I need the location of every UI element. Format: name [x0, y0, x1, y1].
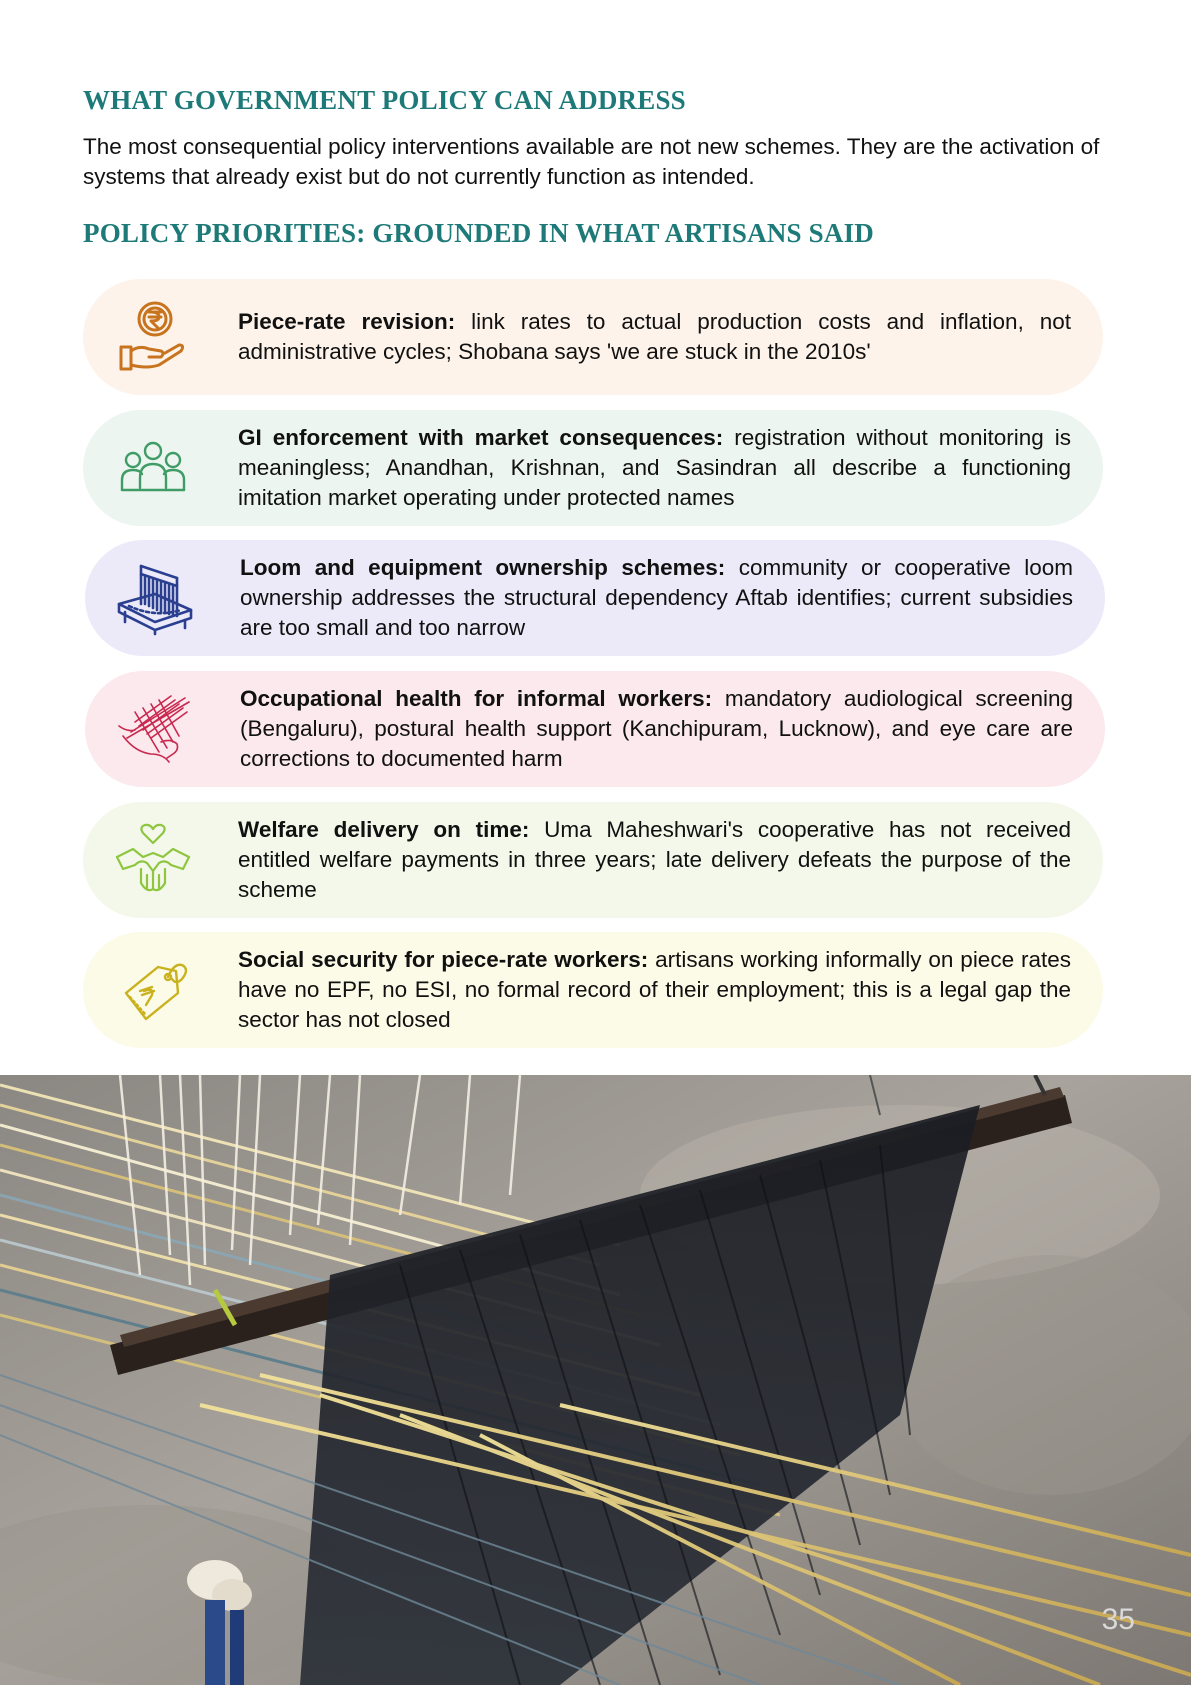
rupee-tag-icon	[113, 950, 193, 1030]
priority-body: mandatory audiological screening (Bengaluru), postural health support (Kanchipuram, Lucknow), and eye care are corrections to documented harm	[240, 686, 1073, 771]
priority-text	[240, 553, 1073, 643]
priority-text	[238, 815, 1071, 905]
people-group-icon	[113, 428, 193, 508]
joined-hands-heart-icon	[113, 820, 193, 900]
priority-card-social-security	[83, 932, 1103, 1048]
section-heading-priorities: POLICY PRIORITIES: GROUNDED IN WHAT ARTISANS SAID	[83, 218, 875, 248]
priority-title: Loom and equipment ownership schemes:	[240, 555, 726, 580]
priority-title: GI enforcement with market consequences:	[238, 425, 724, 450]
weaving-hand-icon	[115, 689, 195, 769]
priority-text	[238, 945, 1071, 1035]
priority-card-welfare-delivery	[83, 802, 1103, 918]
priority-text	[238, 423, 1071, 513]
loom-icon	[115, 558, 195, 638]
priority-card-piece-rate	[83, 279, 1103, 395]
priority-text	[238, 307, 1071, 367]
priority-body: artisans working informally on piece rates have no EPF, no ESI, no formal record of their employment; this is a legal gap the sector has not closed	[238, 947, 1071, 1032]
priority-text	[240, 684, 1073, 774]
priority-title: Welfare delivery on time:	[238, 817, 530, 842]
priority-body: community or cooperative loom ownership addresses the structural dependency Aftab identifies; current subsidies are too small and too narrow	[240, 555, 1073, 640]
priority-body: Uma Maheshwari's cooperative has not received entitled welfare payments in three years; late delivery defeats the purpose of the scheme	[238, 817, 1071, 902]
priority-title: Social security for piece-rate workers:	[238, 947, 649, 972]
page-number: 35	[1101, 1603, 1135, 1636]
priority-card-gi-enforcement	[83, 410, 1103, 526]
priority-title: Piece-rate revision:	[238, 309, 456, 334]
priority-card-loom-ownership	[85, 540, 1105, 656]
loom-photograph	[0, 1075, 1191, 1685]
section-heading-policy: WHAT GOVERNMENT POLICY CAN ADDRESS	[83, 85, 686, 115]
rupee-hand-icon	[113, 297, 193, 377]
intro-paragraph: The most consequential policy interventions available are not new schemes. They are the activation of systems that already exist but do not currently function as intended.	[83, 134, 1100, 189]
priority-card-occupational-health	[85, 671, 1105, 787]
priority-body: registration without monitoring is meaningless; Anandhan, Krishnan, and Sasindran all describe a functioning imitation market operating under protected names	[238, 425, 1071, 510]
priority-title: Occupational health for informal workers:	[240, 686, 713, 711]
priority-body: link rates to actual production costs and inflation, not administrative cycles; Shobana says 'we are stuck in the 2010s'	[238, 309, 1071, 364]
